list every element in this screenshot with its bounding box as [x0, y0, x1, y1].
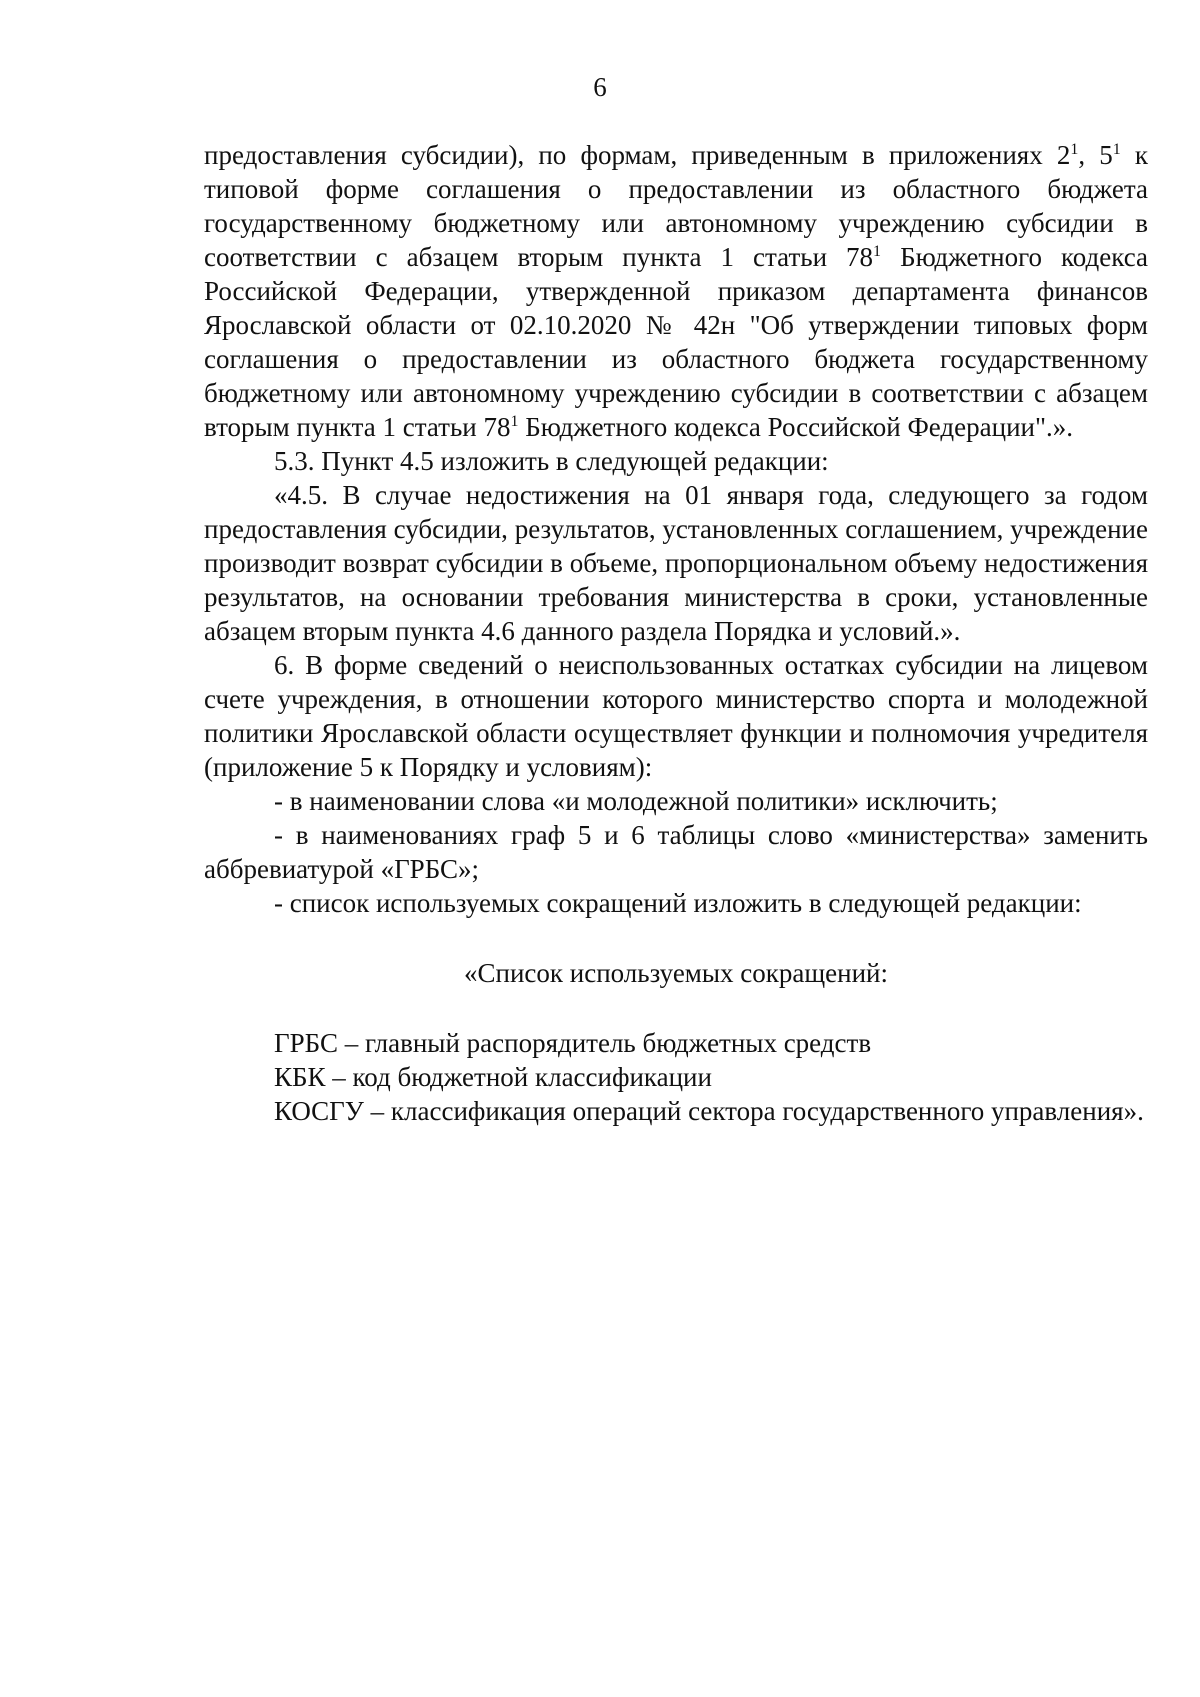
superscript: 1: [1112, 141, 1121, 158]
paragraph-5-3: 5.3. Пункт 4.5 изложить в следующей редакции:: [274, 446, 829, 476]
paragraph-4-5: «4.5. В случае недостижения на 01 января года, следующего за годом предоставления субсидии, результатов, установленных соглашением, учреждение производит возврат субсидии в объеме, пропорциональном объему недостижения результатов, на основании требования министерства в сроки, установленные абзацем вторым пункта 4.6 данного раздела Порядка и условий.».: [204, 480, 1148, 646]
paragraph-forms-reference: [204, 138, 1148, 444]
text-run: к типовой форме соглашения о предоставлении из областного бюджета государственному бюджетному или автономному учреждению субсидии в соответствии с абзацем вторым пункта 1 статьи 78: [204, 140, 1149, 272]
text-run: Бюджетного кодекса Российской Федерации, утвержденной приказом департамента финансов Ярославской области от 02.10.2020 № 42н "Об утверждении типовых форм соглашения о предоставлении из областного бюджета государственному бюджетному или автономному учреждению субсидии в соответствии с абзацем вторым пункта 1 статьи 78: [204, 242, 1148, 442]
document-body: [204, 138, 1148, 1128]
paragraph-6: 6. В форме сведений о неиспользованных остатках субсидии на лицевом счете учреждения, в отношении которого министерство спорта и молодежной политики Ярославской области осуществляет функции и полномочия учредителя (приложение 5 к Порядку и условиям):: [204, 650, 1148, 782]
abbreviations-heading: «Список используемых сокращений:: [464, 958, 888, 988]
superscript: 1: [873, 243, 882, 260]
abbreviation-grbs: ГРБС – главный распорядитель бюджетных средств: [274, 1028, 872, 1058]
text-run: , 5: [1078, 140, 1113, 170]
abbreviation-kosgu: КОСГУ – классификация операций сектора государственного управления».: [274, 1096, 1144, 1126]
page-number: 6: [593, 72, 607, 102]
paragraph-dash-2: - в наименованиях граф 5 и 6 таблицы слово «министерства» заменить аббревиатурой «ГРБС»;: [204, 820, 1148, 884]
superscript: 1: [510, 413, 519, 430]
superscript: 1: [1070, 141, 1079, 158]
paragraph-dash-1: - в наименовании слова «и молодежной политики» исключить;: [274, 786, 998, 816]
abbreviation-kbk: КБК – код бюджетной классификации: [274, 1062, 712, 1092]
text-run: Бюджетного кодекса Российской Федерации".».: [518, 412, 1073, 442]
text-run: предоставления субсидии), по формам, приведенным в приложениях 2: [204, 140, 1071, 170]
paragraph-dash-3: - список используемых сокращений изложить в следующей редакции:: [274, 888, 1082, 918]
